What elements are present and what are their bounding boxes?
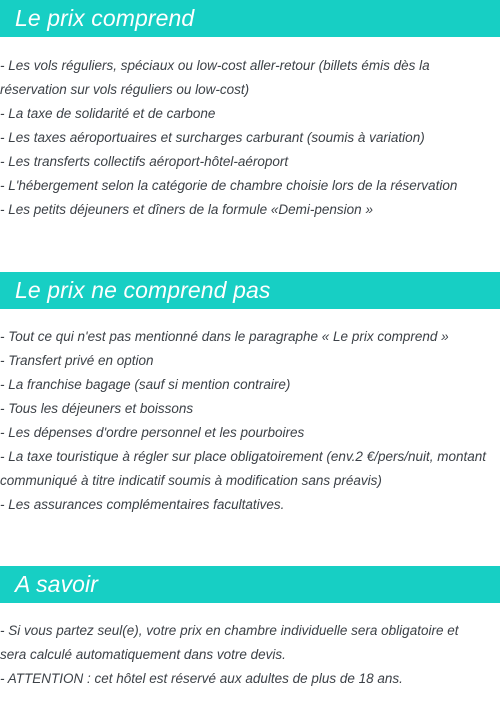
list-item: - Les assurances complémentaires facultatives. (0, 497, 285, 512)
included-items-list (0, 54, 488, 222)
list-item: - La taxe touristique à régler sur place obligatoirement (env.2 €/pers/nuit, montant communiqué à titre indicatif soumis à modification sans préavis) (0, 449, 487, 488)
list-item: - Les dépenses d'ordre personnel et les pourboires (0, 425, 305, 440)
list-item: - Transfert privé en option (0, 353, 154, 368)
list-item: - Les transferts collectifs aéroport-hôtel-aéroport (0, 154, 289, 169)
list-item: - La taxe de solidarité et de carbone (0, 106, 216, 121)
list-item: - La franchise bagage (sauf si mention contraire) (0, 377, 291, 392)
section-good-to-know (0, 566, 500, 691)
list-item: - Tous les déjeuners et boissons (0, 401, 194, 416)
list-item: - L'hébergement selon la catégorie de chambre choisie lors de la réservation (0, 178, 458, 193)
section-header (0, 0, 500, 37)
list-item: - Les taxes aéroportuaires et surcharges carburant (soumis à variation) (0, 130, 425, 145)
section-title: Le prix ne comprend pas (15, 277, 271, 303)
list-item: - Tout ce qui n'est pas mentionné dans le paragraphe « Le prix comprend » (0, 329, 449, 344)
section-title: Le prix comprend (15, 5, 195, 31)
section-price-excludes (0, 272, 500, 517)
excluded-items-list (0, 325, 488, 517)
section-header (0, 566, 500, 603)
info-items-list (0, 619, 488, 691)
list-item: - Les petits déjeuners et dîners de la formule «Demi-pension » (0, 202, 373, 217)
section-price-includes (0, 0, 500, 222)
section-title: A savoir (15, 571, 99, 597)
list-item: - Si vous partez seul(e), votre prix en chambre individuelle sera obligatoire et sera calculé automatiquement dans votre devis. (0, 623, 459, 662)
list-item: - ATTENTION : cet hôtel est réservé aux adultes de plus de 18 ans. (0, 671, 403, 686)
list-item: - Les vols réguliers, spéciaux ou low-cost aller-retour (billets émis dès la réservation sur vols réguliers ou low-cost) (0, 58, 430, 97)
section-header (0, 272, 500, 309)
